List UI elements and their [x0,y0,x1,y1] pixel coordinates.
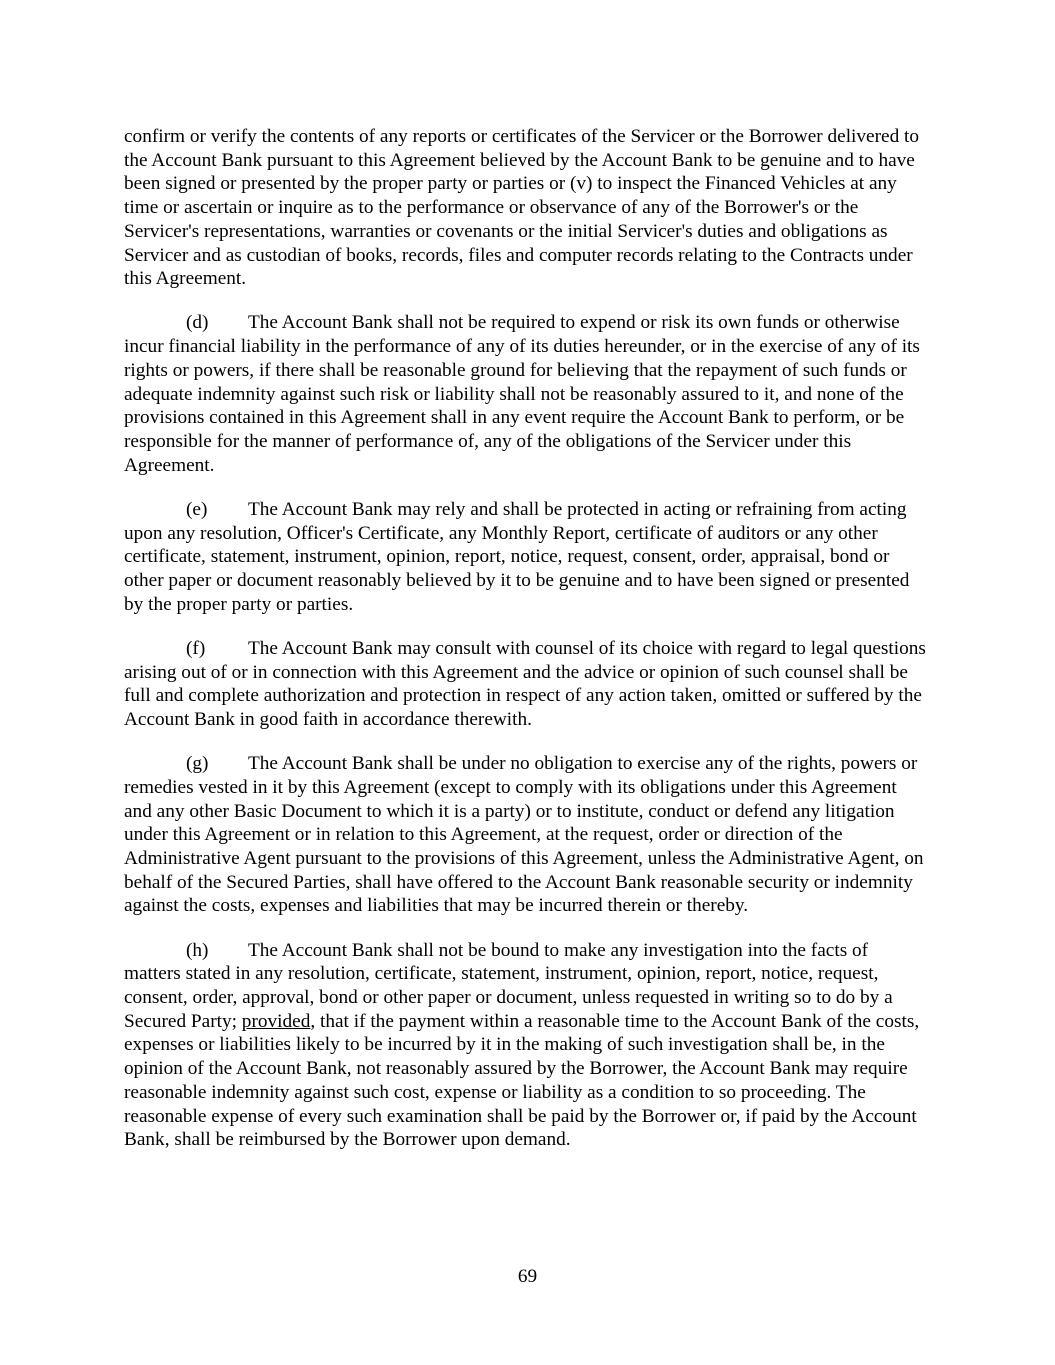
paragraph-text-after: , that if the payment within a reasonable time to the Account Bank of the costs, expenses or liabilities likely to be incurred by it in the making of such investigation shall be, in the opinion of the Account Bank, not reasonably assured by the Borrower, the Account Bank may require reasonable indemnity against such cost, expense or liability as a condition to so proceeding. The reasonable expense of every such examination shall be paid by the Borrower or, if paid by the Account Bank, shall be reimbursed by the Borrower upon demand. [124,1010,920,1151]
paragraph-label: (h) [186,939,209,961]
paragraph-text: The Account Bank shall not be required to expend or risk its own funds or otherwise incur financial liability in the performance of any of its duties hereunder, or in the exercise of any of its rights or powers, if there shall be reasonable ground for believing that the repayment of such funds or adequate indemnity against such risk or liability shall not be reasonably assured to it, and none of the provisions contained in this Agreement shall in any event require the Account Bank to perform, or be responsible for the manner of performance of, any of the obligations of the Servicer under this Agreement. [124,312,920,476]
paragraph-text: The Account Bank shall be under no obligation to exercise any of the rights, powers or remedies vested in it by this Agreement (except to comply with its obligations under this Agreement and any other Basic Document to which it is a party) or to institute, conduct or defend any litigation under this Agreement or in relation to this Agreement, at the request, order or direction of the Administrative Agent pursuant to the provisions of this Agreement, unless the Administrative Agent, on behalf of the Secured Parties, shall have offered to the Account Bank reasonable security or indemnity against the costs, expenses and liabilities that may be incurred therein or thereby. [124,753,924,917]
paragraph-label: (f) [186,637,206,659]
paragraph-continuation: confirm or verify the contents of any reports or certificates of the Servicer or the Borrower delivered to the Account Bank pursuant to this Agreement believed by the Account Bank to be genuine and to have been signed or presented by the proper party or parties or (v) to inspect the Financed Vehicles at any time or ascertain or inquire as to the performance or observance of any of the Borrower's or the Servicer's representations, warranties or covenants or the initial Servicer's duties and obligations as Servicer and as custodian of books, records, files and computer records relating to the Contracts under this Agreement. [124,126,920,290]
paragraph-e [124,498,926,617]
page-number: 69 [517,1266,538,1287]
paragraph-g [124,752,926,918]
page-body [124,125,926,1172]
paragraph-h [124,939,926,1152]
paragraph-text-before: The Account Bank shall not be bound to make any investigation into the facts of matters stated in any resolution, certificate, statement, instrument, opinion, report, notice, request, consent, order, approval, bond or other paper or document, unless requested in writing so to do by a Secured Party; [124,939,893,1032]
paragraph-text: The Account Bank may rely and shall be protected in acting or refraining from acting upon any resolution, Officer's Certificate, any Monthly Report, certificate of auditors or any other certificate, statement, instrument, opinion, report, notice, request, consent, order, appraisal, bond or other paper or document reasonably believed by it to be genuine and to have been signed or presented by the proper party or parties. [124,498,910,615]
paragraph-label: (e) [186,498,208,520]
paragraph-f [124,637,926,732]
provided-term: provided [241,1010,311,1032]
paragraph-text: The Account Bank may consult with counsel of its choice with regard to legal questions arising out of or in connection with this Agreement and the advice or opinion of such counsel shall be full and complete authorization and protection in respect of any action taken, omitted or suffered by the Account Bank in good faith in accordance therewith. [124,637,926,730]
paragraph-d [124,311,926,477]
paragraph-label: (g) [186,753,209,775]
paragraph-label: (d) [186,312,209,334]
